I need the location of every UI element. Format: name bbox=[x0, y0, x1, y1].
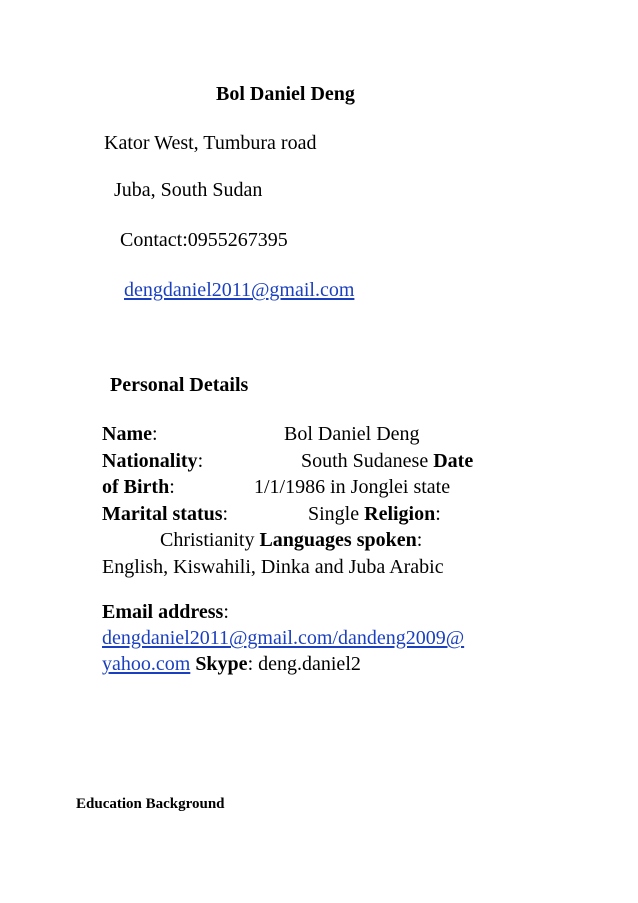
dob-label-part1: Date bbox=[433, 450, 474, 472]
religion-value: Christianity bbox=[160, 529, 255, 551]
languages-value: English, Kiswahili, Dinka and Juba Arabic bbox=[102, 556, 444, 578]
colon: : bbox=[197, 450, 204, 472]
skype-label: Skype bbox=[195, 653, 248, 675]
marital-label: Marital status bbox=[102, 503, 223, 525]
marital-row bbox=[102, 502, 441, 526]
header-email-link[interactable]: dengdaniel2011@gmail.com bbox=[124, 279, 355, 301]
name-value: Bol Daniel Deng bbox=[284, 423, 420, 445]
address-line-2: Juba, South Sudan bbox=[114, 179, 263, 201]
education-background-heading: Education Background bbox=[76, 796, 225, 812]
skype-value: deng.daniel2 bbox=[258, 653, 361, 675]
nationality-value: South Sudanese Date bbox=[301, 450, 474, 472]
languages-label: Languages spoken bbox=[259, 529, 417, 551]
address-line-1: Kator West, Tumbura road bbox=[104, 132, 317, 154]
nationality-row bbox=[102, 449, 474, 473]
name-label: Name bbox=[102, 423, 152, 445]
contact-phone: Contact:0955267395 bbox=[120, 229, 288, 251]
colon: : bbox=[151, 423, 158, 445]
personal-details-heading: Personal Details bbox=[110, 374, 249, 396]
skype-row: yahoo.com Skype: deng.daniel2 bbox=[102, 653, 361, 675]
email-link-line-2[interactable]: yahoo.com bbox=[102, 653, 191, 675]
religion-label: Religion bbox=[364, 503, 436, 525]
dob-value: 1/1/1986 in Jonglei state bbox=[254, 476, 451, 498]
colon: : bbox=[169, 476, 175, 498]
dob-row bbox=[102, 475, 451, 499]
nationality-label: Nationality bbox=[102, 450, 198, 472]
name-row bbox=[102, 422, 420, 446]
email-link-line-1[interactable]: dengdaniel2011@gmail.com/dandeng2009@ bbox=[102, 627, 465, 649]
email-address-label: Email address bbox=[102, 601, 224, 623]
email-address-row: Email address: bbox=[102, 601, 229, 623]
resume-name-title: Bol Daniel Deng bbox=[216, 83, 355, 105]
marital-value: Single bbox=[308, 503, 360, 525]
marital-religion: Single Religion: bbox=[308, 503, 441, 525]
dob-label-part2: of Birth bbox=[102, 476, 170, 498]
colon: : bbox=[222, 503, 229, 525]
